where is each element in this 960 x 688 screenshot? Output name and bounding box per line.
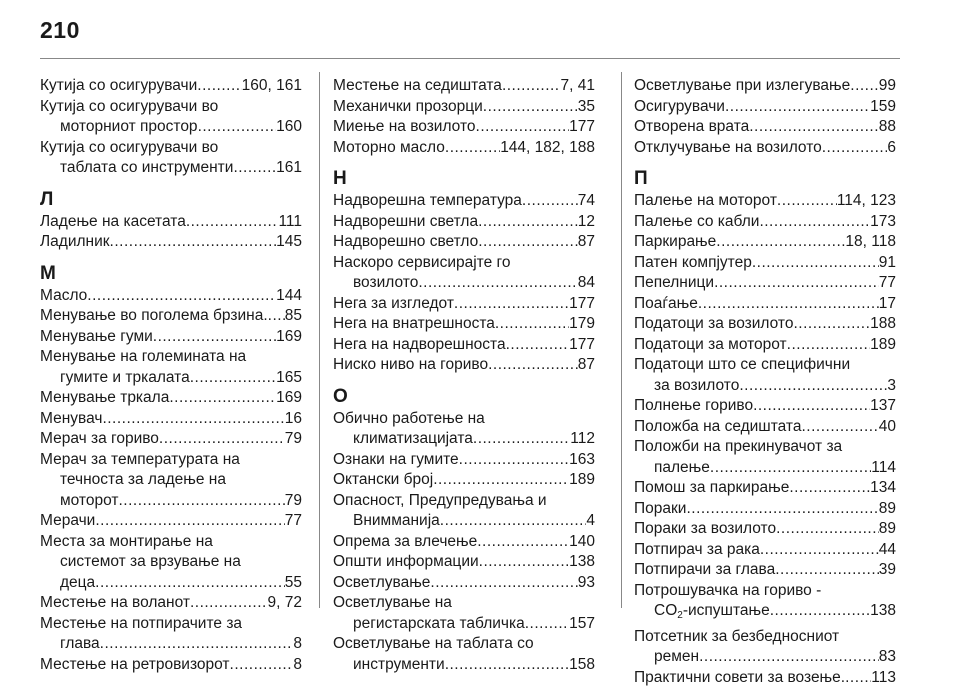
dot-leader bbox=[793, 314, 870, 335]
index-entry bbox=[634, 76, 896, 97]
index-entry bbox=[333, 634, 595, 675]
entry-page-ref[interactable]: 111 bbox=[278, 212, 302, 233]
entry-page-ref[interactable]: 169 bbox=[276, 327, 302, 348]
entry-term: Масло bbox=[40, 286, 87, 307]
entry-page-ref[interactable]: 8 bbox=[293, 634, 302, 655]
index-entry bbox=[634, 191, 896, 212]
entry-page-ref[interactable]: 88 bbox=[879, 117, 896, 138]
entry-term: Осветлување на таблата со bbox=[333, 634, 534, 655]
entry-term: Пораки за возилото bbox=[634, 519, 776, 540]
index-entry bbox=[634, 117, 896, 138]
entry-term: Обично работење на bbox=[333, 409, 485, 430]
dot-leader bbox=[230, 655, 294, 676]
dot-leader bbox=[159, 429, 285, 450]
entry-page-ref[interactable]: 8 bbox=[293, 655, 302, 676]
entry-page-ref[interactable]: 91 bbox=[879, 253, 896, 274]
dot-leader bbox=[699, 647, 879, 668]
entry-page-ref[interactable]: 163 bbox=[569, 450, 595, 471]
entry-page-ref[interactable]: 159 bbox=[870, 97, 896, 118]
dot-leader bbox=[477, 532, 569, 553]
index-letter-heading: П bbox=[634, 168, 896, 190]
dot-leader bbox=[445, 655, 569, 676]
dot-leader bbox=[478, 212, 578, 233]
dot-leader bbox=[418, 273, 577, 294]
entry-term: моторниот простор bbox=[60, 117, 198, 138]
index-entry bbox=[634, 396, 896, 417]
entry-page-ref[interactable]: 12 bbox=[578, 212, 595, 233]
index-letter-heading: М bbox=[40, 263, 302, 285]
index-entry bbox=[634, 294, 896, 315]
index-letter-heading: О bbox=[333, 386, 595, 408]
dot-leader bbox=[473, 429, 570, 450]
entry-term: Податоци за возилото bbox=[634, 314, 793, 335]
index-entry bbox=[333, 314, 595, 335]
index-entry bbox=[333, 532, 595, 553]
entry-page-ref[interactable]: 40 bbox=[879, 417, 896, 438]
dot-leader bbox=[478, 232, 578, 253]
dot-leader bbox=[95, 511, 284, 532]
dot-leader bbox=[522, 191, 578, 212]
entry-term: Менување тркала bbox=[40, 388, 169, 409]
index-entry bbox=[40, 212, 302, 233]
entry-term: Палење со кабли bbox=[634, 212, 759, 233]
dot-leader bbox=[433, 470, 569, 491]
index-column-1 bbox=[40, 76, 302, 675]
dot-leader bbox=[483, 97, 578, 118]
index-entry bbox=[40, 429, 302, 450]
entry-page-ref[interactable]: 161 bbox=[276, 158, 302, 179]
dot-leader bbox=[110, 232, 277, 253]
entry-term: Потрошувачка на гориво - bbox=[634, 581, 821, 602]
entry-term: Осигурувачи bbox=[634, 97, 725, 118]
entry-page-ref[interactable]: 85 bbox=[285, 306, 302, 327]
entry-term: за возилото bbox=[654, 376, 739, 397]
index-entry bbox=[40, 286, 302, 307]
entry-page-ref[interactable]: 79 bbox=[285, 429, 302, 450]
entry-term: Места за монтирање на bbox=[40, 532, 213, 553]
dot-leader bbox=[752, 253, 879, 274]
entry-term: течноста за ладење на bbox=[60, 470, 226, 491]
dot-leader bbox=[749, 117, 879, 138]
dot-leader bbox=[801, 417, 878, 438]
entry-page-ref[interactable]: 39 bbox=[879, 560, 896, 581]
index-entry bbox=[40, 532, 302, 594]
entry-term: Ознаки на гумите bbox=[333, 450, 459, 471]
entry-page-ref[interactable]: 114, 123 bbox=[837, 191, 896, 212]
entry-term: Пораки bbox=[634, 499, 686, 520]
dot-leader bbox=[725, 97, 870, 118]
dot-leader bbox=[777, 191, 837, 212]
entry-term: Нега на внатрешноста bbox=[333, 314, 495, 335]
entry-page-ref[interactable]: 138 bbox=[569, 552, 595, 573]
index-entry bbox=[40, 76, 302, 97]
entry-page-ref[interactable]: 16 bbox=[285, 409, 302, 430]
index-entry bbox=[40, 593, 302, 614]
entry-term: Положба на седиштата bbox=[634, 417, 801, 438]
index-entry bbox=[634, 437, 896, 478]
dot-leader bbox=[268, 306, 285, 327]
index-entry bbox=[40, 97, 302, 138]
entry-term: палење bbox=[654, 458, 710, 479]
entry-term: Отклучување на возилото bbox=[634, 138, 822, 159]
entry-page-ref[interactable]: 173 bbox=[870, 212, 896, 233]
dot-leader bbox=[770, 601, 870, 622]
entry-term: регистарската табличка bbox=[353, 614, 525, 635]
entry-term: Моторно масло bbox=[333, 138, 445, 159]
dot-leader bbox=[506, 335, 570, 356]
entry-page-ref[interactable]: 179 bbox=[569, 314, 595, 335]
entry-term: глава bbox=[60, 634, 100, 655]
entry-page-ref[interactable]: 157 bbox=[569, 614, 595, 635]
dot-leader bbox=[440, 511, 587, 532]
entry-term: $CO_2$-испуштање bbox=[654, 601, 770, 627]
index-entry bbox=[40, 655, 302, 676]
dot-leader bbox=[190, 593, 268, 614]
entry-term: Октански број bbox=[333, 470, 433, 491]
index-entry bbox=[333, 470, 595, 491]
index-entry bbox=[333, 552, 595, 573]
dot-leader bbox=[197, 76, 241, 97]
index-entry bbox=[333, 232, 595, 253]
entry-page-ref[interactable]: 160, 161 bbox=[242, 76, 302, 97]
dot-leader bbox=[198, 117, 277, 138]
index-entry bbox=[634, 478, 896, 499]
entry-page-ref[interactable]: 189 bbox=[569, 470, 595, 491]
dot-leader bbox=[95, 573, 285, 594]
index-entry bbox=[333, 253, 595, 294]
index-column-2 bbox=[333, 76, 595, 675]
dot-leader bbox=[153, 327, 276, 348]
dot-leader bbox=[845, 668, 871, 688]
index-entry bbox=[40, 138, 302, 179]
entry-page-ref[interactable]: 17 bbox=[879, 294, 896, 315]
entry-page-ref[interactable]: 144 bbox=[276, 286, 302, 307]
index-entry bbox=[40, 511, 302, 532]
dot-leader bbox=[698, 294, 879, 315]
dot-leader bbox=[118, 491, 284, 512]
entry-term: Внимманија bbox=[353, 511, 440, 532]
dot-leader bbox=[186, 212, 279, 233]
entry-page-ref[interactable]: 83 bbox=[879, 647, 896, 668]
index-entry bbox=[333, 138, 595, 159]
entry-term: возилото bbox=[353, 273, 418, 294]
entry-term: Ладилник bbox=[40, 232, 110, 253]
entry-term: Менување гуми bbox=[40, 327, 153, 348]
entry-term: Кутија со осигурувачи bbox=[40, 76, 197, 97]
entry-page-ref[interactable]: 87 bbox=[578, 232, 595, 253]
entry-page-ref[interactable]: 89 bbox=[879, 519, 896, 540]
entry-page-ref[interactable]: 189 bbox=[870, 335, 896, 356]
entry-page-ref[interactable]: 134 bbox=[870, 478, 896, 499]
index-entry bbox=[333, 212, 595, 233]
entry-term: Опасност, Предупредувања и bbox=[333, 491, 547, 512]
entry-term: Ладење на касетата bbox=[40, 212, 186, 233]
dot-leader bbox=[459, 450, 569, 471]
entry-term: Полнење гориво bbox=[634, 396, 753, 417]
dot-leader bbox=[525, 614, 569, 635]
entry-page-ref[interactable]: 84 bbox=[578, 273, 595, 294]
entry-term: инструменти bbox=[353, 655, 445, 676]
dot-leader bbox=[776, 519, 879, 540]
index-entry bbox=[333, 593, 595, 634]
entry-term: Менување во поголема брзина. bbox=[40, 306, 268, 327]
index-entry bbox=[40, 232, 302, 253]
page-number: 210 bbox=[40, 17, 80, 44]
index-letter-heading: Н bbox=[333, 168, 595, 190]
entry-term: Мерач за температурата на bbox=[40, 450, 240, 471]
dot-leader bbox=[430, 573, 577, 594]
entry-page-ref[interactable]: 93 bbox=[578, 573, 595, 594]
column-divider bbox=[621, 72, 622, 608]
entry-term: Кутија со осигурувачи во bbox=[40, 138, 218, 159]
index-entry bbox=[634, 540, 896, 561]
dot-leader bbox=[787, 335, 870, 356]
index-entry bbox=[634, 97, 896, 118]
entry-term: Положби на прекинувачот за bbox=[634, 437, 842, 458]
entry-page-ref[interactable]: 3 bbox=[887, 376, 896, 397]
dot-leader bbox=[822, 138, 888, 159]
dot-leader bbox=[710, 458, 871, 479]
entry-term: Потпирачи за глава bbox=[634, 560, 775, 581]
index-entry bbox=[634, 212, 896, 233]
entry-page-ref[interactable]: 140 bbox=[569, 532, 595, 553]
dot-leader bbox=[190, 368, 276, 389]
index-entry bbox=[634, 581, 896, 627]
index-entry bbox=[40, 347, 302, 388]
dot-leader bbox=[775, 560, 879, 581]
index-entry bbox=[333, 450, 595, 471]
index-entry bbox=[40, 450, 302, 512]
index-entry bbox=[40, 306, 302, 327]
entry-page-ref[interactable]: 177 bbox=[569, 117, 595, 138]
dot-leader bbox=[739, 376, 887, 397]
entry-term: Практични совети за возење. bbox=[634, 668, 845, 688]
entry-term: Местење на воланот bbox=[40, 593, 190, 614]
index-entry bbox=[634, 138, 896, 159]
dot-leader bbox=[495, 314, 569, 335]
entry-term: Механички прозорци bbox=[333, 97, 483, 118]
index-entry bbox=[634, 519, 896, 540]
entry-term: Надворешни светла bbox=[333, 212, 478, 233]
entry-term: Местење на седиштата bbox=[333, 76, 502, 97]
index-entry bbox=[333, 97, 595, 118]
entry-term: Местење на потпирачите за bbox=[40, 614, 242, 635]
entry-page-ref[interactable]: 77 bbox=[285, 511, 302, 532]
entry-term: деца bbox=[60, 573, 95, 594]
index-entry bbox=[333, 76, 595, 97]
index-column-3 bbox=[634, 76, 896, 688]
dot-leader bbox=[753, 396, 870, 417]
entry-page-ref[interactable]: 55 bbox=[285, 573, 302, 594]
dot-leader bbox=[686, 499, 878, 520]
entry-term: Менувач bbox=[40, 409, 102, 430]
entry-page-ref[interactable]: 35 bbox=[578, 97, 595, 118]
entry-term: гумите и тркалата bbox=[60, 368, 190, 389]
dot-leader bbox=[488, 355, 578, 376]
entry-term: моторот bbox=[60, 491, 118, 512]
entry-term: Мерачи bbox=[40, 511, 95, 532]
index-entry bbox=[333, 191, 595, 212]
entry-page-ref[interactable]: 74 bbox=[578, 191, 595, 212]
dot-leader bbox=[502, 76, 561, 97]
entry-term: Местење на ретровизорот bbox=[40, 655, 230, 676]
entry-term: Менување на големината на bbox=[40, 347, 246, 368]
entry-term: Мерач за гориво bbox=[40, 429, 159, 450]
entry-term: Отворена врата bbox=[634, 117, 749, 138]
dot-leader bbox=[476, 117, 570, 138]
index-entry bbox=[634, 232, 896, 253]
entry-page-ref[interactable]: 89 bbox=[879, 499, 896, 520]
entry-page-ref[interactable]: 7, 41 bbox=[561, 76, 595, 97]
entry-term: Патен компјутер bbox=[634, 253, 752, 274]
entry-term: Поаѓање bbox=[634, 294, 698, 315]
index-entry bbox=[333, 491, 595, 532]
entry-term: Кутија со осигурувачи во bbox=[40, 97, 218, 118]
entry-term: Пепелници bbox=[634, 273, 714, 294]
index-entry bbox=[634, 335, 896, 356]
index-entry bbox=[634, 627, 896, 668]
entry-term: Осветлување bbox=[333, 573, 430, 594]
dot-leader bbox=[789, 478, 870, 499]
dot-leader bbox=[759, 212, 870, 233]
entry-term: Палење на моторот bbox=[634, 191, 777, 212]
dot-leader bbox=[233, 158, 276, 179]
dot-leader bbox=[445, 138, 500, 159]
entry-page-ref[interactable]: 165 bbox=[276, 368, 302, 389]
entry-page-ref[interactable]: 145 bbox=[276, 232, 302, 253]
entry-term: Надворешно светло bbox=[333, 232, 478, 253]
entry-page-ref[interactable]: 4 bbox=[586, 511, 595, 532]
entry-term: Податоци за моторот bbox=[634, 335, 787, 356]
entry-term: Општи информации bbox=[333, 552, 479, 573]
entry-page-ref[interactable]: 77 bbox=[879, 273, 896, 294]
entry-page-ref[interactable]: 112 bbox=[570, 429, 595, 450]
entry-term: Нега за изгледот bbox=[333, 294, 454, 315]
dot-leader bbox=[714, 273, 879, 294]
index-entry bbox=[333, 573, 595, 594]
entry-term: Потсетник за безбедносниот bbox=[634, 627, 839, 648]
index-entry bbox=[40, 388, 302, 409]
dot-leader bbox=[102, 409, 284, 430]
entry-term: Опрема за влечење bbox=[333, 532, 477, 553]
header-rule bbox=[40, 58, 900, 59]
entry-page-ref[interactable]: 113 bbox=[871, 668, 896, 688]
index-entry bbox=[634, 314, 896, 335]
index-entry bbox=[40, 614, 302, 655]
entry-page-ref[interactable]: 177 bbox=[569, 335, 595, 356]
entry-page-ref[interactable]: 138 bbox=[870, 601, 896, 622]
entry-term: Наскоро сервисирајте го bbox=[333, 253, 510, 274]
index-entry bbox=[40, 409, 302, 430]
entry-page-ref[interactable]: 87 bbox=[578, 355, 595, 376]
index-entry bbox=[333, 355, 595, 376]
entry-term: Миење на возилото bbox=[333, 117, 476, 138]
dot-leader bbox=[169, 388, 276, 409]
entry-term: Ниско ниво на гориво bbox=[333, 355, 488, 376]
dot-leader bbox=[760, 540, 879, 561]
entry-term: Осветлување на bbox=[333, 593, 452, 614]
entry-page-ref[interactable]: 44 bbox=[879, 540, 896, 561]
entry-term: Паркирање bbox=[634, 232, 716, 253]
index-entry bbox=[634, 499, 896, 520]
dot-leader bbox=[850, 76, 878, 97]
entry-page-ref[interactable]: 169 bbox=[276, 388, 302, 409]
index-entry bbox=[333, 335, 595, 356]
entry-term: климатизацијата bbox=[353, 429, 473, 450]
entry-page-ref[interactable]: 99 bbox=[879, 76, 896, 97]
index-entry bbox=[634, 417, 896, 438]
entry-page-ref[interactable]: 160 bbox=[276, 117, 302, 138]
dot-leader bbox=[716, 232, 845, 253]
dot-leader bbox=[87, 286, 276, 307]
index-entry bbox=[333, 117, 595, 138]
entry-page-ref[interactable]: 144, 182, 188 bbox=[500, 138, 595, 159]
index-entry bbox=[634, 273, 896, 294]
entry-term: Податоци што се специфични bbox=[634, 355, 850, 376]
entry-term: Осветлување при излегување bbox=[634, 76, 850, 97]
dot-leader bbox=[454, 294, 569, 315]
entry-term: Надворешна температура bbox=[333, 191, 522, 212]
index-entry bbox=[333, 294, 595, 315]
entry-page-ref[interactable]: 6 bbox=[887, 138, 896, 159]
entry-page-ref[interactable]: 9, 72 bbox=[268, 593, 302, 614]
entry-page-ref[interactable]: 114 bbox=[871, 458, 896, 479]
index-entry bbox=[333, 409, 595, 450]
index-entry bbox=[634, 668, 896, 688]
index-letter-heading: Л bbox=[40, 189, 302, 211]
entry-page-ref[interactable]: 158 bbox=[569, 655, 595, 676]
entry-term: ремен bbox=[654, 647, 699, 668]
entry-page-ref[interactable]: 18, 118 bbox=[845, 232, 896, 253]
index-entry bbox=[40, 327, 302, 348]
entry-term: Помош за паркирање bbox=[634, 478, 789, 499]
entry-term: системот за врзување на bbox=[60, 552, 241, 573]
index-entry bbox=[634, 560, 896, 581]
dot-leader bbox=[100, 634, 294, 655]
column-divider bbox=[319, 72, 320, 608]
entry-page-ref[interactable]: 137 bbox=[870, 396, 896, 417]
entry-term: Потпирач за рака bbox=[634, 540, 760, 561]
index-entry bbox=[634, 355, 896, 396]
index-entry bbox=[634, 253, 896, 274]
entry-page-ref[interactable]: 177 bbox=[569, 294, 595, 315]
entry-page-ref[interactable]: 79 bbox=[285, 491, 302, 512]
entry-page-ref[interactable]: 188 bbox=[870, 314, 896, 335]
dot-leader bbox=[479, 552, 569, 573]
entry-term: таблата со инструменти bbox=[60, 158, 233, 179]
entry-term: Нега на надворешноста bbox=[333, 335, 506, 356]
